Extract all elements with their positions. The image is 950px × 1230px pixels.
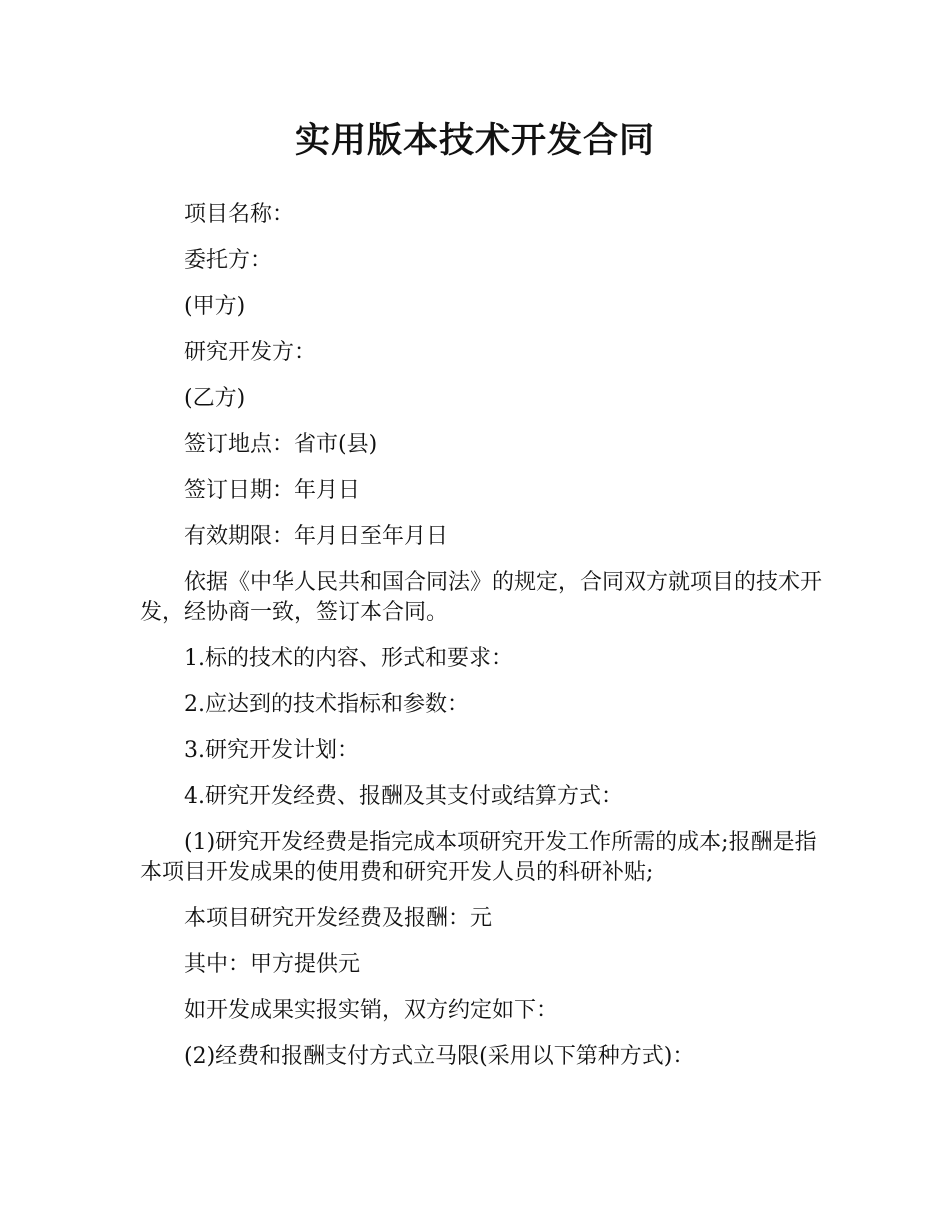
paragraph-clause-1: 1.标的技术的内容、形式和要求：: [184, 646, 513, 671]
paragraph-clause-4-1: (1)研究开发经费是指完成本项研究开发工作所需的成本;报酬是指本项目开发成果的使用费和研究开发人员的科研补贴;: [140, 830, 817, 885]
document-body: [140, 200, 830, 1088]
paragraph-actual-expense: 如开发成果实报实销，双方约定如下：: [184, 998, 559, 1023]
paragraph-clause-3: 3.研究开发计划：: [184, 738, 359, 763]
document-title: 实用版本技术开发合同: [294, 121, 655, 161]
paragraph-developer: 研究开发方：: [184, 340, 317, 365]
paragraph-signing-date: 签订日期：年月日: [184, 478, 361, 503]
paragraph-funding-amount: 本项目研究开发经费及报酬：元: [184, 906, 493, 931]
paragraph-client: 委托方：: [184, 248, 273, 273]
paragraph-clause-4: 4.研究开发经费、报酬及其支付或结算方式：: [184, 784, 623, 809]
paragraph-legal-basis: 依据《中华人民共和国合同法》的规定，合同双方就项目的技术开发，经协商一致，签订本合同。: [140, 570, 823, 625]
paragraph-project-name: 项目名称：: [184, 202, 295, 227]
paragraph-signing-place: 签订地点：省市(县): [184, 432, 378, 457]
paragraph-party-a-contribution: 其中：甲方提供元: [184, 952, 361, 977]
paragraph-party-a: (甲方): [184, 294, 246, 319]
paragraph-validity-period: 有效期限：年月日至年月日: [184, 524, 449, 549]
paragraph-clause-4-2: (2)经费和报酬支付方式立马限(采用以下第种方式)：: [184, 1044, 695, 1069]
paragraph-clause-2: 2.应达到的技术指标和参数：: [184, 692, 469, 717]
paragraph-party-b: (乙方): [184, 386, 246, 411]
